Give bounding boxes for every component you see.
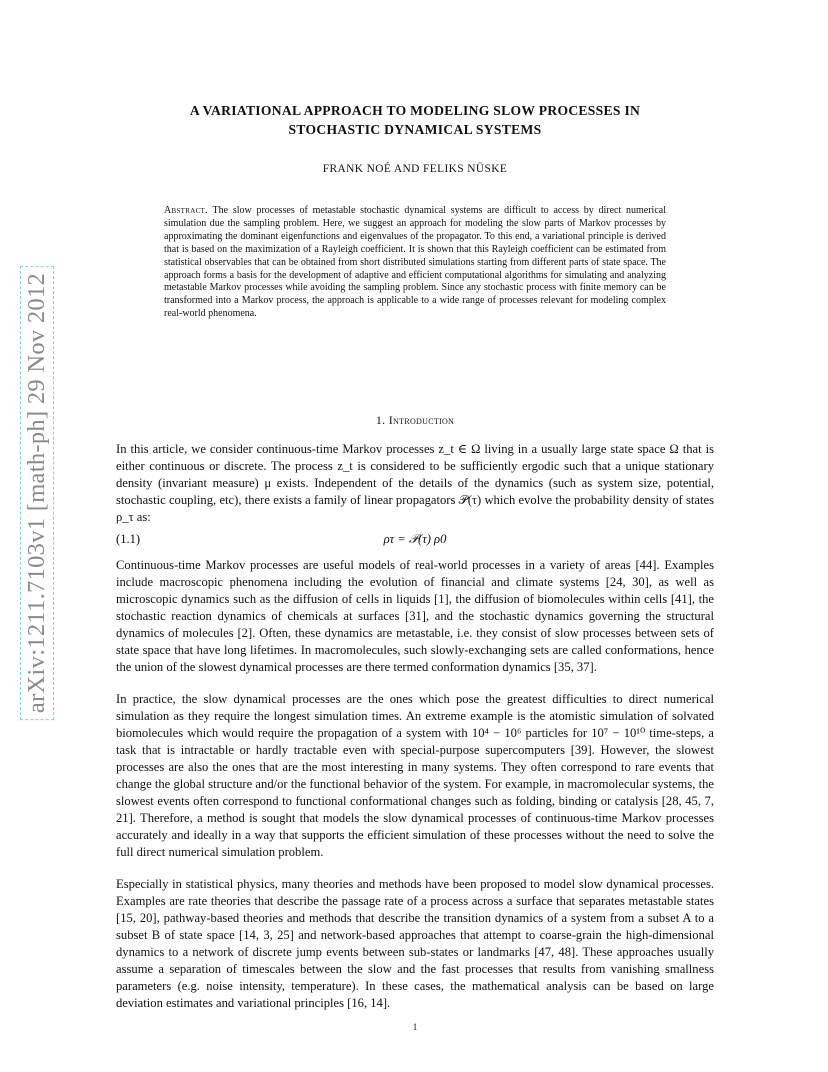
title-line-2: STOCHASTIC DYNAMICAL SYSTEMS xyxy=(288,122,542,137)
section-number: 1. xyxy=(375,413,386,427)
abstract xyxy=(164,205,666,321)
arxiv-stamp-text: arXiv:1211.7103v1 [math-ph] 29 Nov 2012 xyxy=(20,265,54,719)
equation-1-1 xyxy=(116,532,714,550)
abstract-text: The slow processes of metastable stochastic dynamical systems are difficult to access by direct numerical simulation due the sampling problem. Here, we suggest an approach for modeling the slow parts of Markov processes by approximating the dominant eigenfunctions and eigenvalues of the propagator. To this end, a variational principle is derived that is based on the maximization of a Rayleigh coefficient. It is shown that this Rayleigh coefficient can be estimated from statistical observables that can be obtained from short distributed simulations starting from different parts of state space. The approach forms a basis for the development of adaptive and efficient computational algorithms for simulating and analyzing metastable Markov processes while avoiding the sampling problem. Since any stochastic process with finite memory can be transformed into a Markov process, the approach is applicable to a wide range of processes relevant for modeling complex real-world phenomena. xyxy=(164,205,666,320)
equation-formula: ρτ = 𝒫(τ) ρ0 xyxy=(383,532,447,546)
paragraph-4: Especially in statistical physics, many theories and methods have been proposed to model slow dynamical processes. Examples are rate theories that describe the passage rate of a process across a surface that separates metastable states [15, 20], pathway-based theories and methods that describe the transition dynamics of a system from a subset A to a subset B of state space [14, 3, 25] and network-based approaches that attempt to coarse-grain the high-dimensional dynamics to a network of discrete jump events between sub-states or landmarks [47, 48]. These approaches usually assume a separation of timescales between the slow and the fast processes that results from vanishing smallness parameters (e.g. noise intensity, temperature). In these cases, the mathematical analysis can be based on large deviation estimates and variational principles [16, 14]. xyxy=(116,877,714,1010)
paper-title xyxy=(116,101,714,139)
page-number: 1 xyxy=(412,1022,418,1032)
abstract-label: Abstract. xyxy=(164,205,208,216)
authors: FRANK NOÉ AND FELIKS NÜSKE xyxy=(322,163,508,175)
paragraph-1: In this article, we consider continuous-time Markov processes z_t ∈ Ω living in a usually large state space Ω that is either continuous or discrete. The process z_t is considered to be sufficiently ergodic such that a unique stationary density (invariant measure) μ exists. Independent of the details of the dynamics (such as system size, potential, stochastic coupling, etc), there exists a family of linear propagators 𝒫(τ) which evolve the probability density of states ρ_τ as: xyxy=(116,442,714,524)
arxiv-stamp xyxy=(22,240,52,745)
paragraph-3: In practice, the slow dynamical processes are the ones which pose the greatest difficulties to direct numerical simulation as they require the longest simulation times. An extreme example is the atomistic simulation of solvated biomolecules which would require the propagation of a system with 10⁴ − 10⁶ particles for 10⁷ − 10¹⁰ time-steps, a task that is intractable or hardly tractable even with special-purpose supercomputers [39]. However, the slowest processes are also the ones that are the most interesting in many systems. They often correspond to rare events that change the global structure and/or the functional behavior of the system. For example, in macromolecular systems, the slowest events often correspond to functional conformational changes such as folding, binding or catalysis [28, 45, 7, 21]. Therefore, a method is sought that models the slow dynamical processes of continuous-time Markov processes accurately and ideally in a way that supports the efficient simulation of these processes without the need to solve the full direct numerical simulation problem. xyxy=(116,692,714,859)
section-heading xyxy=(116,413,714,428)
section-title: Introduction xyxy=(388,413,455,427)
title-line-1: A VARIATIONAL APPROACH TO MODELING SLOW PROCESSES IN xyxy=(189,103,641,118)
paragraph-2: Continuous-time Markov processes are useful models of real-world processes in a variety of areas [44]. Examples include macroscopic phenomena including the evolution of financial and climate systems [24, 30], as well as microscopic dynamics such as the diffusion of cells in liquids [1], the diffusion of biomolecules within cells [41], the stochastic reaction dynamics of chemicals at surfaces [31], and the stochastic dynamics governing the structural dynamics of molecules [2]. Often, these dynamics are metastable, i.e. they consist of slow processes between sets of state space that have long lifetimes. In macromolecules, such slowly-exchanging sets are called conformations, hence the union of the slowest dynamical processes are there termed conformation dynamics [35, 37]. xyxy=(116,558,714,674)
equation-number: (1.1) xyxy=(116,532,141,546)
